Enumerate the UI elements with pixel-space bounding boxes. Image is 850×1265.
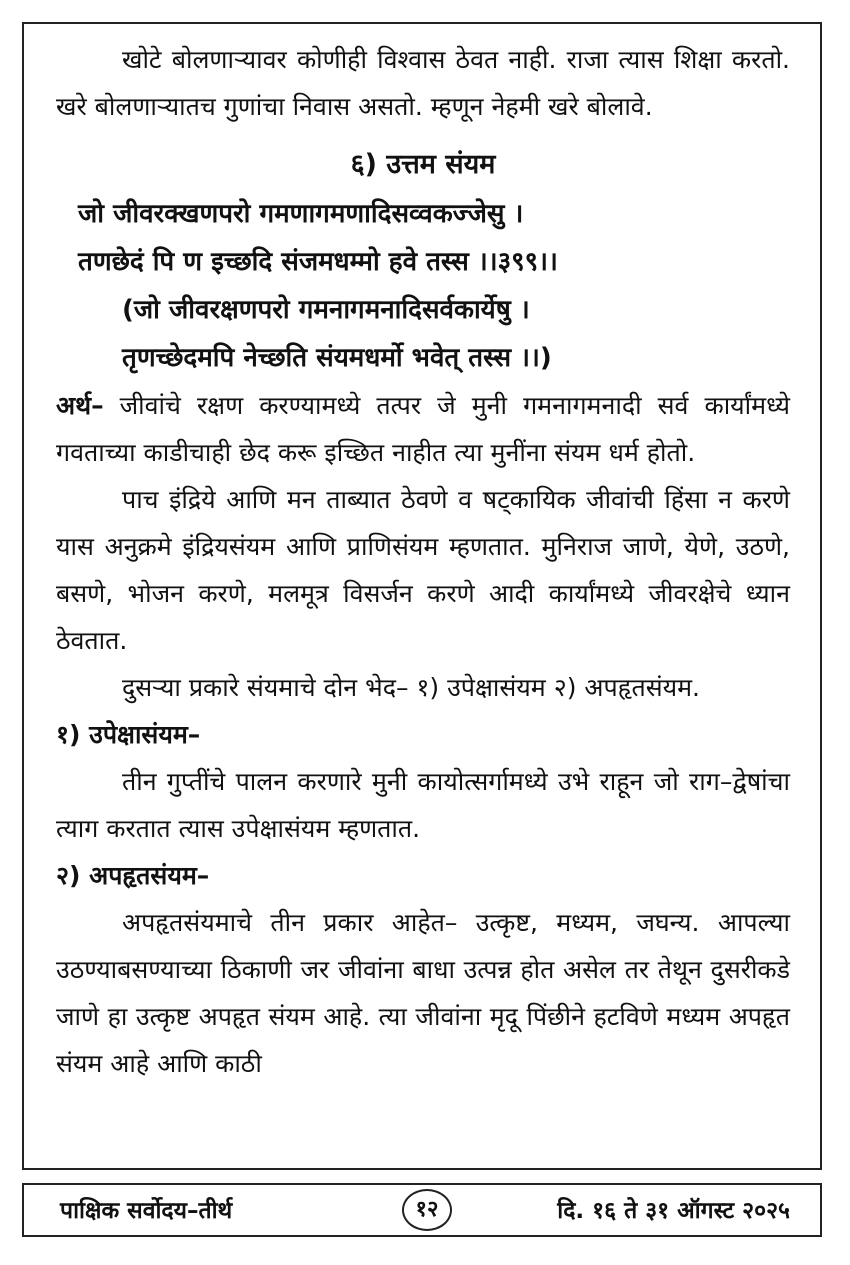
paragraph-two-types: दुसऱ्या प्रकारे संयमाचे दोन भेद– १) उपेक्षासंयम २) अपहृतसंयम. [122,673,701,702]
intro-paragraph: खोटे बोलणाऱ्यावर कोणीही विश्वास ठेवत नाही. राजा त्यास शिक्षा करतो. खरे बोलणाऱ्यातच गुणांचा निवास असतो. म्हणून नेहमी खरे बोलावे. [56,45,790,121]
page-footer [22,1183,822,1237]
publication-name: पाक्षिक सर्वोदय–तीर्थ [60,1198,233,1224]
paragraph-indriya-sanyam: पाच इंद्रिये आणि मन ताब्यात ठेवणे व षट्कायिक जीवांची हिंसा न करणे यास अनुक्रमे इंद्रियसंयम आणि प्राणिसंयम म्हणतात. मुनिराज जाणे, येणे, उठणे, बसणे, भोजन करणे, मलमूत्र विसर्जन करणे आदी कार्यांमध्ये जीवरक्षेचे ध्यान ठेवतात. [56,485,790,655]
meaning-text: जीवांचे रक्षण करण्यामध्ये तत्पर जे मुनी गमनागमनादी सर्व कार्यांमध्ये गवताच्या काडीचाही छेद करू इच्छित नाहीत त्या मुनींना संयम धर्म होतो. [56,391,790,467]
meaning-label: अर्थ– [56,391,104,420]
meaning-paragraph [56,382,790,476]
heading-apahrit-sanyam: २) अपहृतसंयम– [56,861,210,890]
heading-upeksha-sanyam: १) उपेक्षासंयम– [56,720,201,749]
issue-date: दि. १६ ते ३१ ऑगस्ट २०२५ [557,1198,790,1224]
paragraph-upeksha-sanyam: तीन गुप्तींचे पालन करणारे मुनी कायोत्सर्गामध्ये उभे राहून जो राग–द्वेषांचा त्याग करतात त्यास उपेक्षासंयम म्हणतात. [56,767,790,843]
page-number: १२ [402,1189,452,1231]
verse-line-1: जो जीवरक्खणपरो गमणागमणादिसव्वकज्जेसु । [78,199,524,229]
verse-line-4: तृणच्छेदमपि नेच्छति संयमधर्मो भवेत् तस्स ।।) [122,343,552,373]
page-content-frame [22,22,822,1170]
section-title: ६) उत्तम संयम [350,149,496,180]
paragraph-apahrit-sanyam: अपहृतसंयमाचे तीन प्रकार आहेत– उत्कृष्ट, मध्यम, जघन्य. आपल्या उठण्याबसण्याच्या ठिकाणी जर जीवांना बाधा उत्पन्न होत असेल तर तेथून दुसरीकडे जाणे हा उत्कृष्ट अपहृत संयम आहे. त्या जीवांना मृदू पिंछीने हटविणे मध्यम अपहृत संयम आहे आणि काठी [56,908,790,1078]
verse-line-2: तणछेदं पि ण इच्छदि संजमधम्मो हवे तस्स ।।३९९।। [78,247,558,277]
verse-line-3: (जो जीवरक्षणपरो गमनागमनादिसर्वकार्येषु । [122,295,530,325]
